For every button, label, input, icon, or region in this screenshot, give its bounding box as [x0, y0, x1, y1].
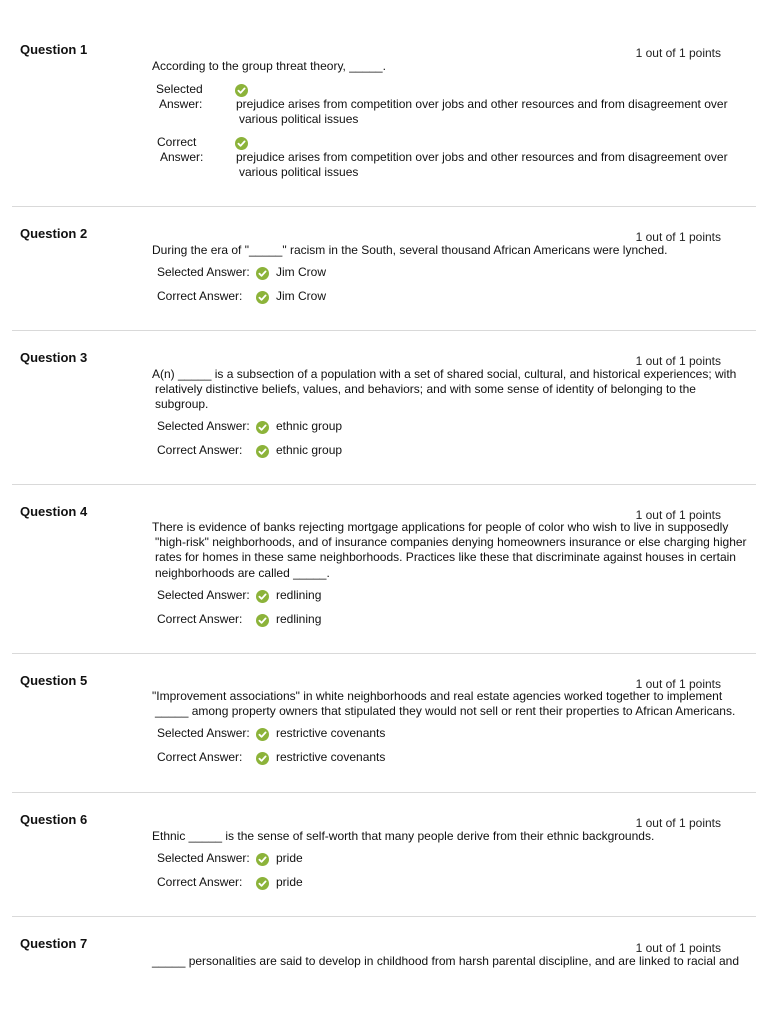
question-text	[152, 367, 737, 413]
selected-answer-value: ethnic group	[276, 419, 343, 433]
question-text: Ethnic _____ is the sense of self-worth that many people derive from their ethnic backgrounds.	[152, 829, 655, 843]
question-title: Question 3	[20, 350, 88, 365]
question-text: During the era of "_____" racism in the South, several thousand African Americans were lynched.	[152, 243, 668, 257]
selected-answer-value: pride	[276, 851, 303, 865]
selected-answer-label: Selected	[156, 82, 203, 96]
question-text: According to the group threat theory, _____.	[152, 59, 386, 73]
question-text-line: There is evidence of banks rejecting mortgage applications for people of color who wish to live in supposedly	[152, 520, 729, 534]
correct-answer-value-cont: various political issues	[239, 165, 359, 179]
correct-answer-label: Correct Answer:	[157, 289, 243, 303]
correct-answer-value: redlining	[276, 612, 322, 626]
check-circle-icon	[256, 752, 269, 765]
question-points: 1 out of 1 points	[635, 508, 721, 522]
question-text: _____ personalities are said to develop in childhood from harsh parental discipline, and are linked to racial and	[152, 954, 740, 968]
question-title: Question 4	[20, 504, 88, 519]
selected-answer-label: Selected Answer:	[157, 588, 250, 602]
question-title: Question 6	[20, 812, 88, 827]
question-text-line: subgroup.	[155, 397, 209, 412]
selected-answer-value: Jim Crow	[276, 265, 326, 279]
check-circle-icon	[235, 84, 248, 97]
question-text-line: "high-risk" neighborhoods, and of insurance companies denying homeowners insurance or else charging higher	[155, 535, 747, 550]
correct-answer-label: Correct Answer:	[157, 750, 243, 764]
question-text	[152, 520, 747, 581]
question-points: 1 out of 1 points	[635, 354, 721, 368]
divider	[12, 330, 756, 331]
question-text-line: _____ among property owners that stipulated they would not sell or rent their properties to African Americans.	[155, 704, 736, 719]
correct-answer-value: prejudice arises from competition over jobs and other resources and from disagreement over	[236, 150, 728, 164]
correct-answer-value: ethnic group	[276, 443, 343, 457]
selected-answer-label: Selected Answer:	[157, 419, 250, 433]
question-title: Question 2	[20, 226, 88, 241]
selected-answer-value: redlining	[276, 588, 322, 602]
check-circle-icon	[256, 291, 269, 304]
question-title: Question 7	[20, 936, 88, 951]
question-points: 1 out of 1 points	[635, 941, 721, 955]
check-circle-icon	[235, 137, 248, 150]
question-points: 1 out of 1 points	[635, 46, 721, 60]
check-circle-icon	[256, 590, 269, 603]
question-text	[152, 689, 736, 719]
divider	[12, 916, 756, 917]
check-circle-icon	[256, 614, 269, 627]
selected-answer-value: restrictive covenants	[276, 726, 386, 740]
selected-answer-value: prejudice arises from competition over jobs and other resources and from disagreement over	[236, 97, 728, 111]
question-text-line: A(n) _____ is a subsection of a population with a set of shared social, cultural, and historical experiences; with	[152, 367, 737, 381]
divider	[12, 792, 756, 793]
question-title: Question 1	[20, 42, 88, 57]
correct-answer-value: pride	[276, 875, 303, 889]
correct-answer-label: Correct Answer:	[157, 875, 243, 889]
question-text-line: neighborhoods are called _____.	[155, 565, 330, 580]
correct-answer-label: Correct	[157, 135, 197, 149]
check-circle-icon	[256, 421, 269, 434]
check-circle-icon	[256, 728, 269, 741]
divider	[12, 653, 756, 654]
question-text-line: rates for homes in these same neighborhoods. Practices like these that discriminate against houses in certain	[155, 550, 736, 565]
correct-answer-value: Jim Crow	[276, 289, 326, 303]
question-points: 1 out of 1 points	[635, 677, 721, 691]
correct-answer-label-2: Answer:	[160, 150, 204, 164]
divider	[12, 206, 756, 207]
question-points: 1 out of 1 points	[635, 816, 721, 830]
question-title: Question 5	[20, 673, 88, 688]
question-points: 1 out of 1 points	[635, 230, 721, 244]
divider	[12, 484, 756, 485]
selected-answer-value-cont: various political issues	[239, 112, 359, 126]
check-circle-icon	[256, 877, 269, 890]
check-circle-icon	[256, 853, 269, 866]
check-circle-icon	[256, 445, 269, 458]
correct-answer-label: Correct Answer:	[157, 612, 243, 626]
question-text-line: "Improvement associations" in white neighborhoods and real estate agencies worked together to implement	[152, 689, 723, 703]
check-circle-icon	[256, 267, 269, 280]
selected-answer-label: Selected Answer:	[157, 726, 250, 740]
selected-answer-label-2: Answer:	[159, 97, 203, 111]
question-text-line: relatively distinctive beliefs, values, and behaviors; and with some sense of identity of belonging to the	[155, 382, 696, 397]
correct-answer-label: Correct Answer:	[157, 443, 243, 457]
selected-answer-label: Selected Answer:	[157, 265, 250, 279]
selected-answer-label: Selected Answer:	[157, 851, 250, 865]
correct-answer-value: restrictive covenants	[276, 750, 386, 764]
